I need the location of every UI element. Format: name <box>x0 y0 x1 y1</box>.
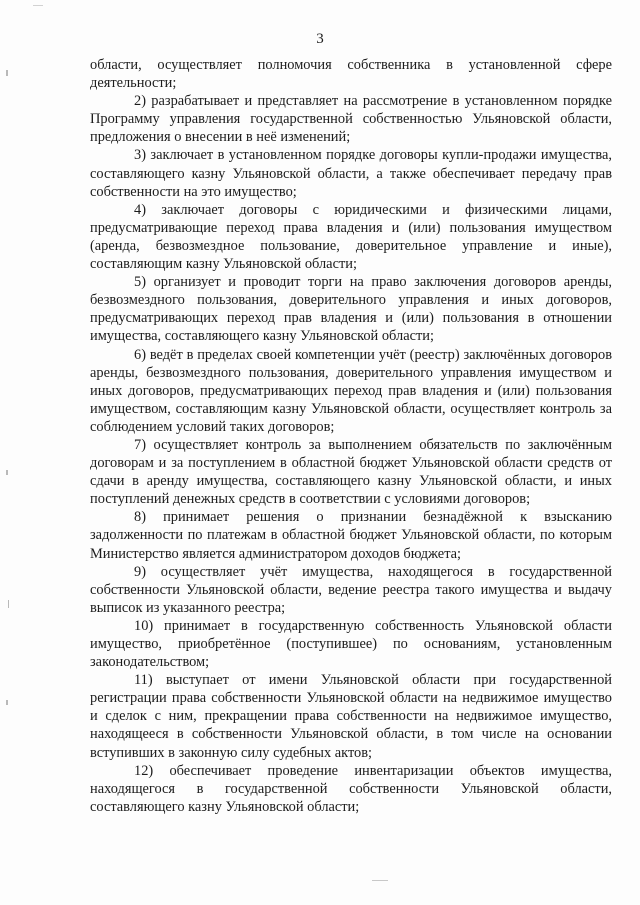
paragraph-continuation: области, осуществляет полномочия собственника в установленной сфере деятельности; <box>90 57 612 92</box>
paragraph-item-10: 10) принимает в государственную собственность Ульяновской области имущество, приобретённое (поступившее) по основаниям, установленным законодательством; <box>90 617 612 671</box>
document-body <box>90 56 612 816</box>
paragraph-item-5: 5) организует и проводит торги на право заключения договоров аренды, безвозмездного пользования, доверительного управления и иных договоров, предусматривающих переход прав владения и (или) пользования в отношении имущества, составляющего казну Ульяновской области; <box>90 274 612 345</box>
scan-artifact <box>372 880 388 881</box>
scan-artifact <box>8 600 9 608</box>
page-number: 3 <box>316 31 324 47</box>
paragraph-item-3: 3) заключает в установленном порядке договоры купли-продажи имущества, составляющего казну Ульяновской области, а также обеспечивает передачу прав собственности на это имущество; <box>90 147 612 200</box>
paragraph-item-2: 2) разрабатывает и представляет на рассмотрение в установленном порядке Программу управления государственной собственностью Ульяновской области, предложения о внесении в неё изменений; <box>90 93 612 146</box>
paragraph-item-12: 12) обеспечивает проведение инвентаризации объектов имущества, находящегося в государственной собственности Ульяновской области, составляющего казну Ульяновской области; <box>90 762 612 815</box>
paragraph-item-4: 4) заключает договоры с юридическими и физическими лицами, предусматривающие переход права владения и (или) пользования имуществом (аренда, безвозмездное пользование, доверительное управление и иные), составляющим казну Ульяновской области; <box>90 201 612 273</box>
scan-artifact <box>6 470 8 475</box>
paragraph-item-8: 8) принимает решения о признании безнадёжной к взысканию задолженности по платежам в областной бюджет Ульяновской области, по которым Министерство является администратором доходов бюджета; <box>90 509 612 562</box>
scan-artifact <box>6 70 8 76</box>
paragraph-item-6: 6) ведёт в пределах своей компетенции учёт (реестр) заключённых договоров аренды, безвозмездного пользования, доверительного управления имуществом и иных договоров, предусматривающих переход прав владения и (или) пользования имуществом, составляющим казну Ульяновской области, осуществляет контроль за соблюдением условий таких договоров; <box>90 346 612 435</box>
paragraph-item-7: 7) осуществляет контроль за выполнением обязательств по заключённым договорам и за поступлением в областной бюджет Ульяновской области средств от сдачи в аренду имущества, составляющего казну Ульяновской области, и иных поступлений денежных средств в соответствии с условиями договоров; <box>90 436 612 508</box>
paragraph-item-9: 9) осуществляет учёт имущества, находящегося в государственной собственности Ульяновской области, ведение реестра такого имущества и выдачу выписок из указанного реестра; <box>90 563 612 616</box>
paragraph-item-11: 11) выступает от имени Ульяновской области при государственной регистрации права собственности Ульяновской области на недвижимое имущество и сделок с ним, прекращении права собственности на недвижимое имущество, находящееся в собственности Ульяновской области, в том числе на основании вступивших в законную силу судебных актов; <box>90 672 612 761</box>
scan-artifact <box>6 700 8 705</box>
scan-artifact <box>33 5 43 6</box>
